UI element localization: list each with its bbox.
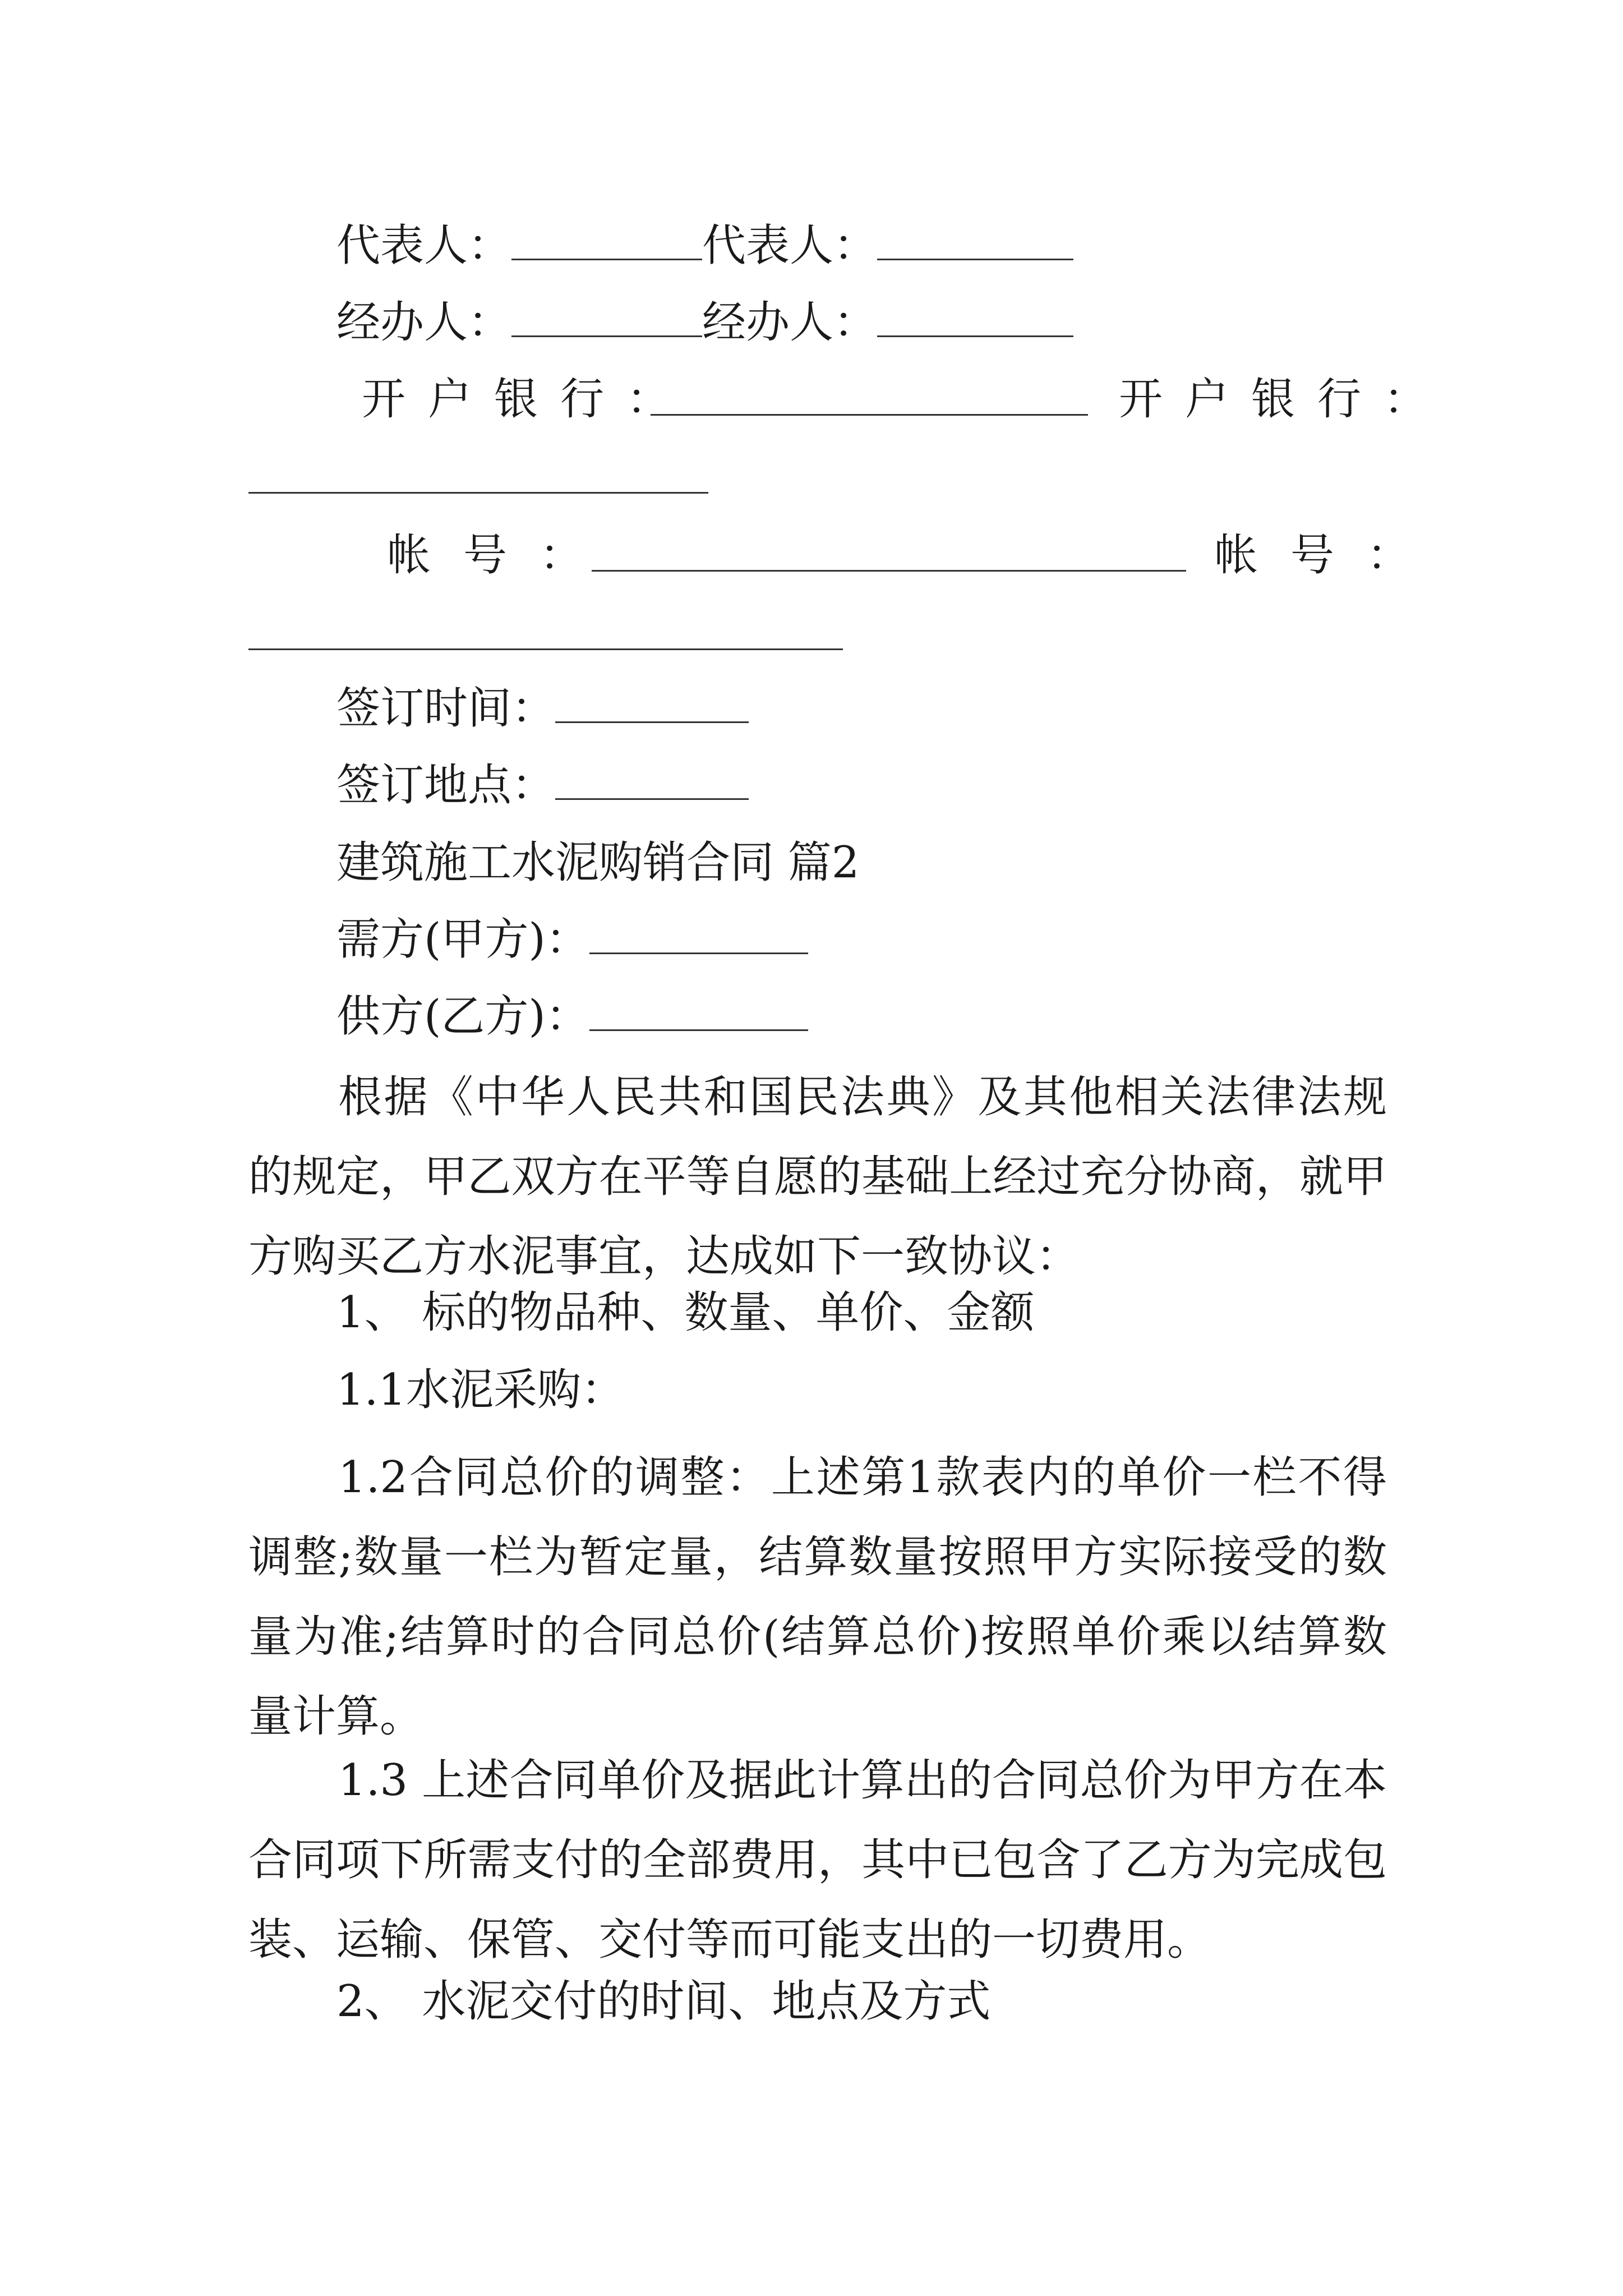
sign-time-blank[interactable] (555, 688, 749, 723)
representative-row (336, 218, 1073, 274)
section-title: 建筑施工水泥购销合同 篇2 (336, 838, 860, 888)
sign-place-label: 签订地点： (336, 760, 556, 811)
item-1-2-paragraph: 1.2合同总价的调整：上述第1款表内的单价一栏不得调整;数量一栏为暂定量，结算数量按照甲方实际接受的数量为准;结算时的合同总价(结算总价)按照单价乘以结算数量计算。 (248, 1452, 1387, 1742)
agent-label-b: 经办人： (702, 297, 878, 348)
buyer-row (336, 912, 808, 968)
agent-row (336, 295, 1073, 351)
intro-paragraph: 根据《中华人民共和国民法典》及其他相关法律法规的规定，甲乙双方在平等自愿的基础上经过充分协商，就甲方购买乙方水泥事宜，达成如下一致协议： (248, 1072, 1387, 1282)
account-blank-a[interactable] (592, 570, 1186, 572)
item-1-heading: 1、 标的物品种、数量、单价、金额 (336, 1287, 1035, 1338)
item-1-1: 1.1水泥采购： (336, 1365, 625, 1415)
buyer-label: 需方(甲方)： (336, 914, 589, 965)
bank-blank-b[interactable] (248, 492, 708, 494)
account-label-a: 帐号： (387, 530, 616, 581)
rep-label-a: 代表人： (336, 220, 512, 271)
bank-label-b: 开户银行： (1119, 374, 1450, 425)
sign-time-label: 签订时间： (336, 683, 556, 734)
seller-label: 供方(乙方)： (336, 991, 589, 1042)
account-blank-b[interactable] (248, 648, 843, 650)
seller-row (336, 988, 808, 1045)
item-1-3-paragraph: 1.3 上述合同单价及据此计算出的合同总价为甲方在本合同项下所需支付的全部费用，其中已包含了乙方为完成包装、运输、保管、交付等而可能支出的一切费用。 (248, 1755, 1387, 1965)
rep-blank-a[interactable] (511, 225, 702, 260)
buyer-blank[interactable] (589, 919, 808, 954)
agent-blank-b[interactable] (877, 302, 1073, 337)
sign-place-row (336, 757, 749, 813)
rep-blank-b[interactable] (877, 225, 1073, 260)
agent-label-a: 经办人： (336, 297, 512, 348)
seller-blank[interactable] (589, 996, 808, 1031)
sign-place-blank[interactable] (555, 765, 749, 800)
rep-label-b: 代表人： (702, 220, 878, 271)
item-2-heading: 2、 水泥交付的时间、地点及方式 (336, 1976, 991, 2027)
sign-time-row (336, 680, 749, 737)
account-label-b: 帐号： (1214, 530, 1444, 581)
agent-blank-a[interactable] (511, 302, 702, 337)
bank-label-a: 开户银行： (362, 374, 693, 425)
bank-blank-a[interactable] (651, 414, 1088, 416)
